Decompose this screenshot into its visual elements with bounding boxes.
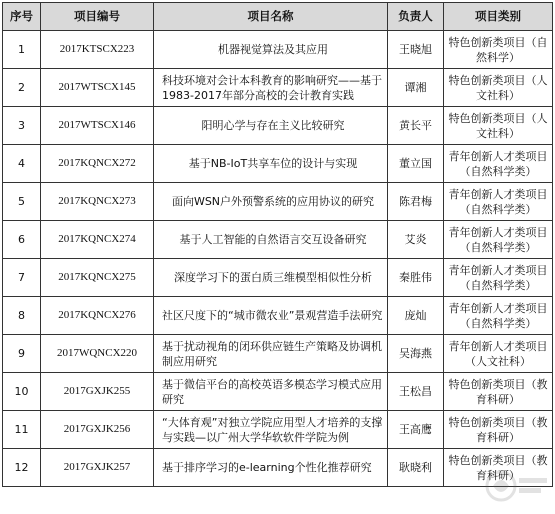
header-leader: 负责人 bbox=[388, 3, 444, 31]
cell-leader: 董立国 bbox=[388, 145, 444, 183]
cell-category: 青年创新人才类项目（自然科学类） bbox=[444, 145, 553, 183]
cell-no: 10 bbox=[3, 373, 41, 411]
project-table bbox=[2, 2, 553, 487]
header-category: 项目类别 bbox=[444, 3, 553, 31]
table-row bbox=[3, 107, 553, 145]
cell-no: 9 bbox=[3, 335, 41, 373]
cell-leader: 王高鹰 bbox=[388, 411, 444, 449]
table-row bbox=[3, 31, 553, 69]
cell-no: 3 bbox=[3, 107, 41, 145]
cell-leader: 王晓旭 bbox=[388, 31, 444, 69]
cell-leader: 王松昌 bbox=[388, 373, 444, 411]
table-header-row bbox=[3, 3, 553, 31]
cell-title: “大体育观”对独立学院应用型人才培养的支撑与实践—以广州大学华软软件学院为例 bbox=[154, 411, 388, 449]
cell-no: 2 bbox=[3, 69, 41, 107]
cell-title: 社区尺度下的“城市微农业”景观营造手法研究 bbox=[154, 297, 388, 335]
cell-title: 基于微信平台的高校英语多模态学习模式应用研究 bbox=[154, 373, 388, 411]
table-row bbox=[3, 411, 553, 449]
watermark-logo-icon bbox=[481, 466, 551, 506]
cell-category: 特色创新类项目（教育科研） bbox=[444, 373, 553, 411]
cell-no: 1 bbox=[3, 31, 41, 69]
cell-code: 2017KQNCX273 bbox=[41, 183, 154, 221]
table-row bbox=[3, 69, 553, 107]
cell-title: 基于排序学习的e-learning个性化推荐研究 bbox=[154, 449, 388, 487]
table-row bbox=[3, 449, 553, 487]
cell-leader: 艾炎 bbox=[388, 221, 444, 259]
cell-category: 青年创新人才类项目（人文社科） bbox=[444, 335, 553, 373]
cell-leader: 谭湘 bbox=[388, 69, 444, 107]
cell-code: 2017KQNCX274 bbox=[41, 221, 154, 259]
cell-title: 科技环境对会计本科教育的影响研究——基于1983-2017年部分高校的会计教育实践 bbox=[154, 69, 388, 107]
cell-category: 青年创新人才类项目（自然科学类） bbox=[444, 183, 553, 221]
project-table-container bbox=[2, 2, 552, 487]
cell-no: 11 bbox=[3, 411, 41, 449]
table-row bbox=[3, 297, 553, 335]
cell-title: 阳明心学与存在主义比较研究 bbox=[154, 107, 388, 145]
header-title: 项目名称 bbox=[154, 3, 388, 31]
cell-category: 特色创新类项目（自然科学） bbox=[444, 31, 553, 69]
cell-leader: 黄长平 bbox=[388, 107, 444, 145]
cell-code: 2017WTSCX146 bbox=[41, 107, 154, 145]
cell-code: 2017KTSCX223 bbox=[41, 31, 154, 69]
cell-leader: 秦胜伟 bbox=[388, 259, 444, 297]
cell-no: 7 bbox=[3, 259, 41, 297]
header-code: 项目编号 bbox=[41, 3, 154, 31]
cell-category: 特色创新类项目（教育科研） bbox=[444, 411, 553, 449]
table-row bbox=[3, 259, 553, 297]
cell-leader: 吴海燕 bbox=[388, 335, 444, 373]
cell-code: 2017GXJK256 bbox=[41, 411, 154, 449]
cell-code: 2017KQNCX276 bbox=[41, 297, 154, 335]
cell-no: 4 bbox=[3, 145, 41, 183]
cell-code: 2017KQNCX272 bbox=[41, 145, 154, 183]
table-row bbox=[3, 335, 553, 373]
cell-leader: 庞灿 bbox=[388, 297, 444, 335]
table-row bbox=[3, 221, 553, 259]
cell-leader: 陈君梅 bbox=[388, 183, 444, 221]
cell-title: 基于扰动视角的闭环供应链生产策略及协调机制应用研究 bbox=[154, 335, 388, 373]
cell-category: 青年创新人才类项目（自然科学类） bbox=[444, 259, 553, 297]
table-row bbox=[3, 373, 553, 411]
cell-category: 青年创新人才类项目（自然科学类） bbox=[444, 297, 553, 335]
cell-category: 特色创新类项目（人文社科） bbox=[444, 107, 553, 145]
table-row bbox=[3, 145, 553, 183]
cell-no: 6 bbox=[3, 221, 41, 259]
table-row bbox=[3, 183, 553, 221]
cell-title: 基于人工智能的自然语言交互设备研究 bbox=[154, 221, 388, 259]
header-no: 序号 bbox=[3, 3, 41, 31]
cell-code: 2017WQNCX220 bbox=[41, 335, 154, 373]
cell-category: 特色创新类项目（教育科研） bbox=[444, 449, 553, 487]
cell-title: 机器视觉算法及其应用 bbox=[154, 31, 388, 69]
cell-code: 2017KQNCX275 bbox=[41, 259, 154, 297]
cell-leader: 耿晓利 bbox=[388, 449, 444, 487]
cell-title: 面向WSN户外预警系统的应用协议的研究 bbox=[154, 183, 388, 221]
cell-code: 2017GXJK255 bbox=[41, 373, 154, 411]
cell-no: 5 bbox=[3, 183, 41, 221]
cell-category: 特色创新类项目（人文社科） bbox=[444, 69, 553, 107]
cell-code: 2017WTSCX145 bbox=[41, 69, 154, 107]
cell-no: 12 bbox=[3, 449, 41, 487]
cell-title: 基于NB-IoT共享车位的设计与实现 bbox=[154, 145, 388, 183]
cell-category: 青年创新人才类项目（自然科学类） bbox=[444, 221, 553, 259]
cell-code: 2017GXJK257 bbox=[41, 449, 154, 487]
cell-title: 深度学习下的蛋白质三维模型相似性分析 bbox=[154, 259, 388, 297]
cell-no: 8 bbox=[3, 297, 41, 335]
